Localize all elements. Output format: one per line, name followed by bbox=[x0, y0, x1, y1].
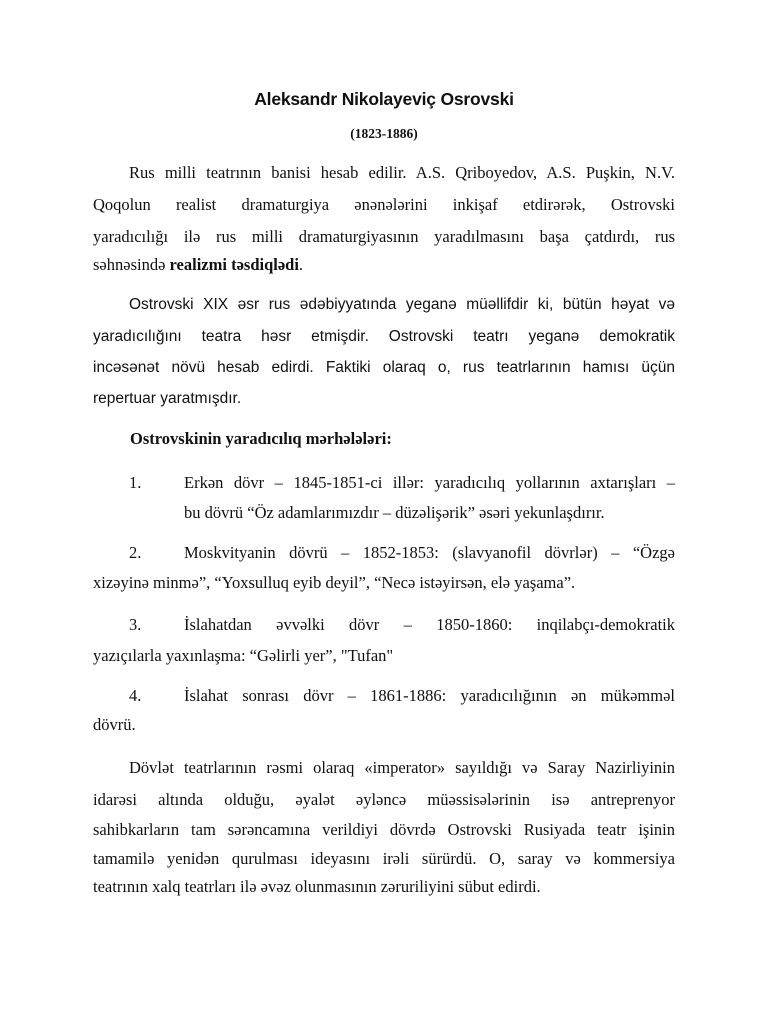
stage-1-line-1: Erkən dövr – 1845-1851-ci illər: yaradıcılıq yollarının axtarışları – bbox=[184, 473, 675, 492]
paragraph-3-line-3: sahibkarların tam sərəncamına verildiyi dövrdə Ostrovski Rusiyada teatr işinin bbox=[93, 820, 675, 839]
paragraph-1-line-2: Qoqolun realist dramaturgiya ənənələrini inkişaf etdirərək, Ostrovski bbox=[93, 195, 675, 214]
paragraph-3-line-4: tamamilə yenidən qurulması ideyasını irəli sürürdü. O, saray və kommersiya bbox=[93, 849, 675, 868]
document-title: Aleksandr Nikolayeviç Osrovski bbox=[254, 89, 514, 109]
paragraph-2-line-3: incəsənət növü hesab edirdi. Faktiki olaraq o, rus teatrlarının hamısı üçün bbox=[93, 359, 675, 376]
life-years: (1823-1886) bbox=[350, 126, 418, 141]
stage-2-line-1: Moskvityanin dövrü – 1852-1853: (slavyanofil dövrlər) – “Özgə bbox=[184, 543, 675, 562]
paragraph-2-line-2: yaradıcılığını teatra həsr etmişdir. Ostrovski teatrı yeganə demokratik bbox=[93, 328, 675, 345]
stage-4-line-2: dövrü. bbox=[93, 715, 136, 734]
paragraph-3-line-2: idarəsi altında olduğu, əyalət əyləncə müəssisələrinin isə antreprenyor bbox=[93, 790, 675, 809]
paragraph-3-line-1: Dövlət teatrlarının rəsmi olaraq «imperator» sayıldığı və Saray Nazirliyinin bbox=[129, 758, 675, 777]
paragraph-3-line-5: teatrının xalq teatrları ilə əvəz olunmasının zəruriliyini sübut edirdi. bbox=[93, 877, 541, 896]
realism-emphasis: realizmi təsdiqlədi bbox=[169, 255, 299, 274]
paragraph-2-line-1: Ostrovski XIX əsr rus ədəbiyyatında yeganə müəllifdir ki, bütün həyat və bbox=[129, 296, 675, 313]
stage-3-line-1: İslahatdan əvvəlki dövr – 1850-1860: inqilabçı-demokratik bbox=[184, 615, 675, 634]
stage-4-number: 4. bbox=[129, 686, 142, 705]
stage-4-line-1: İslahat sonrası dövr – 1861-1886: yaradıcılığının ən mükəmməl bbox=[184, 686, 675, 705]
paragraph-1-line-3: yaradıcılığı ilə rus milli dramaturgiyasının yaradılmasını başa çatdırdı, rus bbox=[93, 227, 675, 246]
paragraph-1-line-4-text: səhnəsində bbox=[93, 255, 170, 274]
stage-2-number: 2. bbox=[129, 543, 142, 562]
stages-heading: Ostrovskinin yaradıcılıq mərhələləri: bbox=[130, 429, 392, 448]
paragraph-2-line-4: repertuar yaratmışdır. bbox=[93, 390, 242, 407]
stage-3-number: 3. bbox=[129, 615, 142, 634]
paragraph-1-line-1: Rus milli teatrının banisi hesab edilir. A.S. Qriboyedov, A.S. Puşkin, N.V. bbox=[129, 163, 675, 182]
stage-3-line-2: yazıçılarla yaxınlaşma: “Gəlirli yer”, "Tufan" bbox=[93, 646, 394, 665]
paragraph-1-line-4-end: . bbox=[298, 255, 304, 274]
stage-2-line-2: xizəyinə minmə”, “Yoxsulluq eyib deyil”, “Necə istəyirsən, elə yaşama”. bbox=[93, 573, 576, 592]
stage-1-line-2: bu dövrü “Öz adamlarımızdır – düzəlişərik” əsəri yekunlaşdırır. bbox=[184, 503, 605, 522]
paragraph-1-line-4 bbox=[93, 255, 675, 275]
stage-1-number: 1. bbox=[129, 473, 142, 492]
